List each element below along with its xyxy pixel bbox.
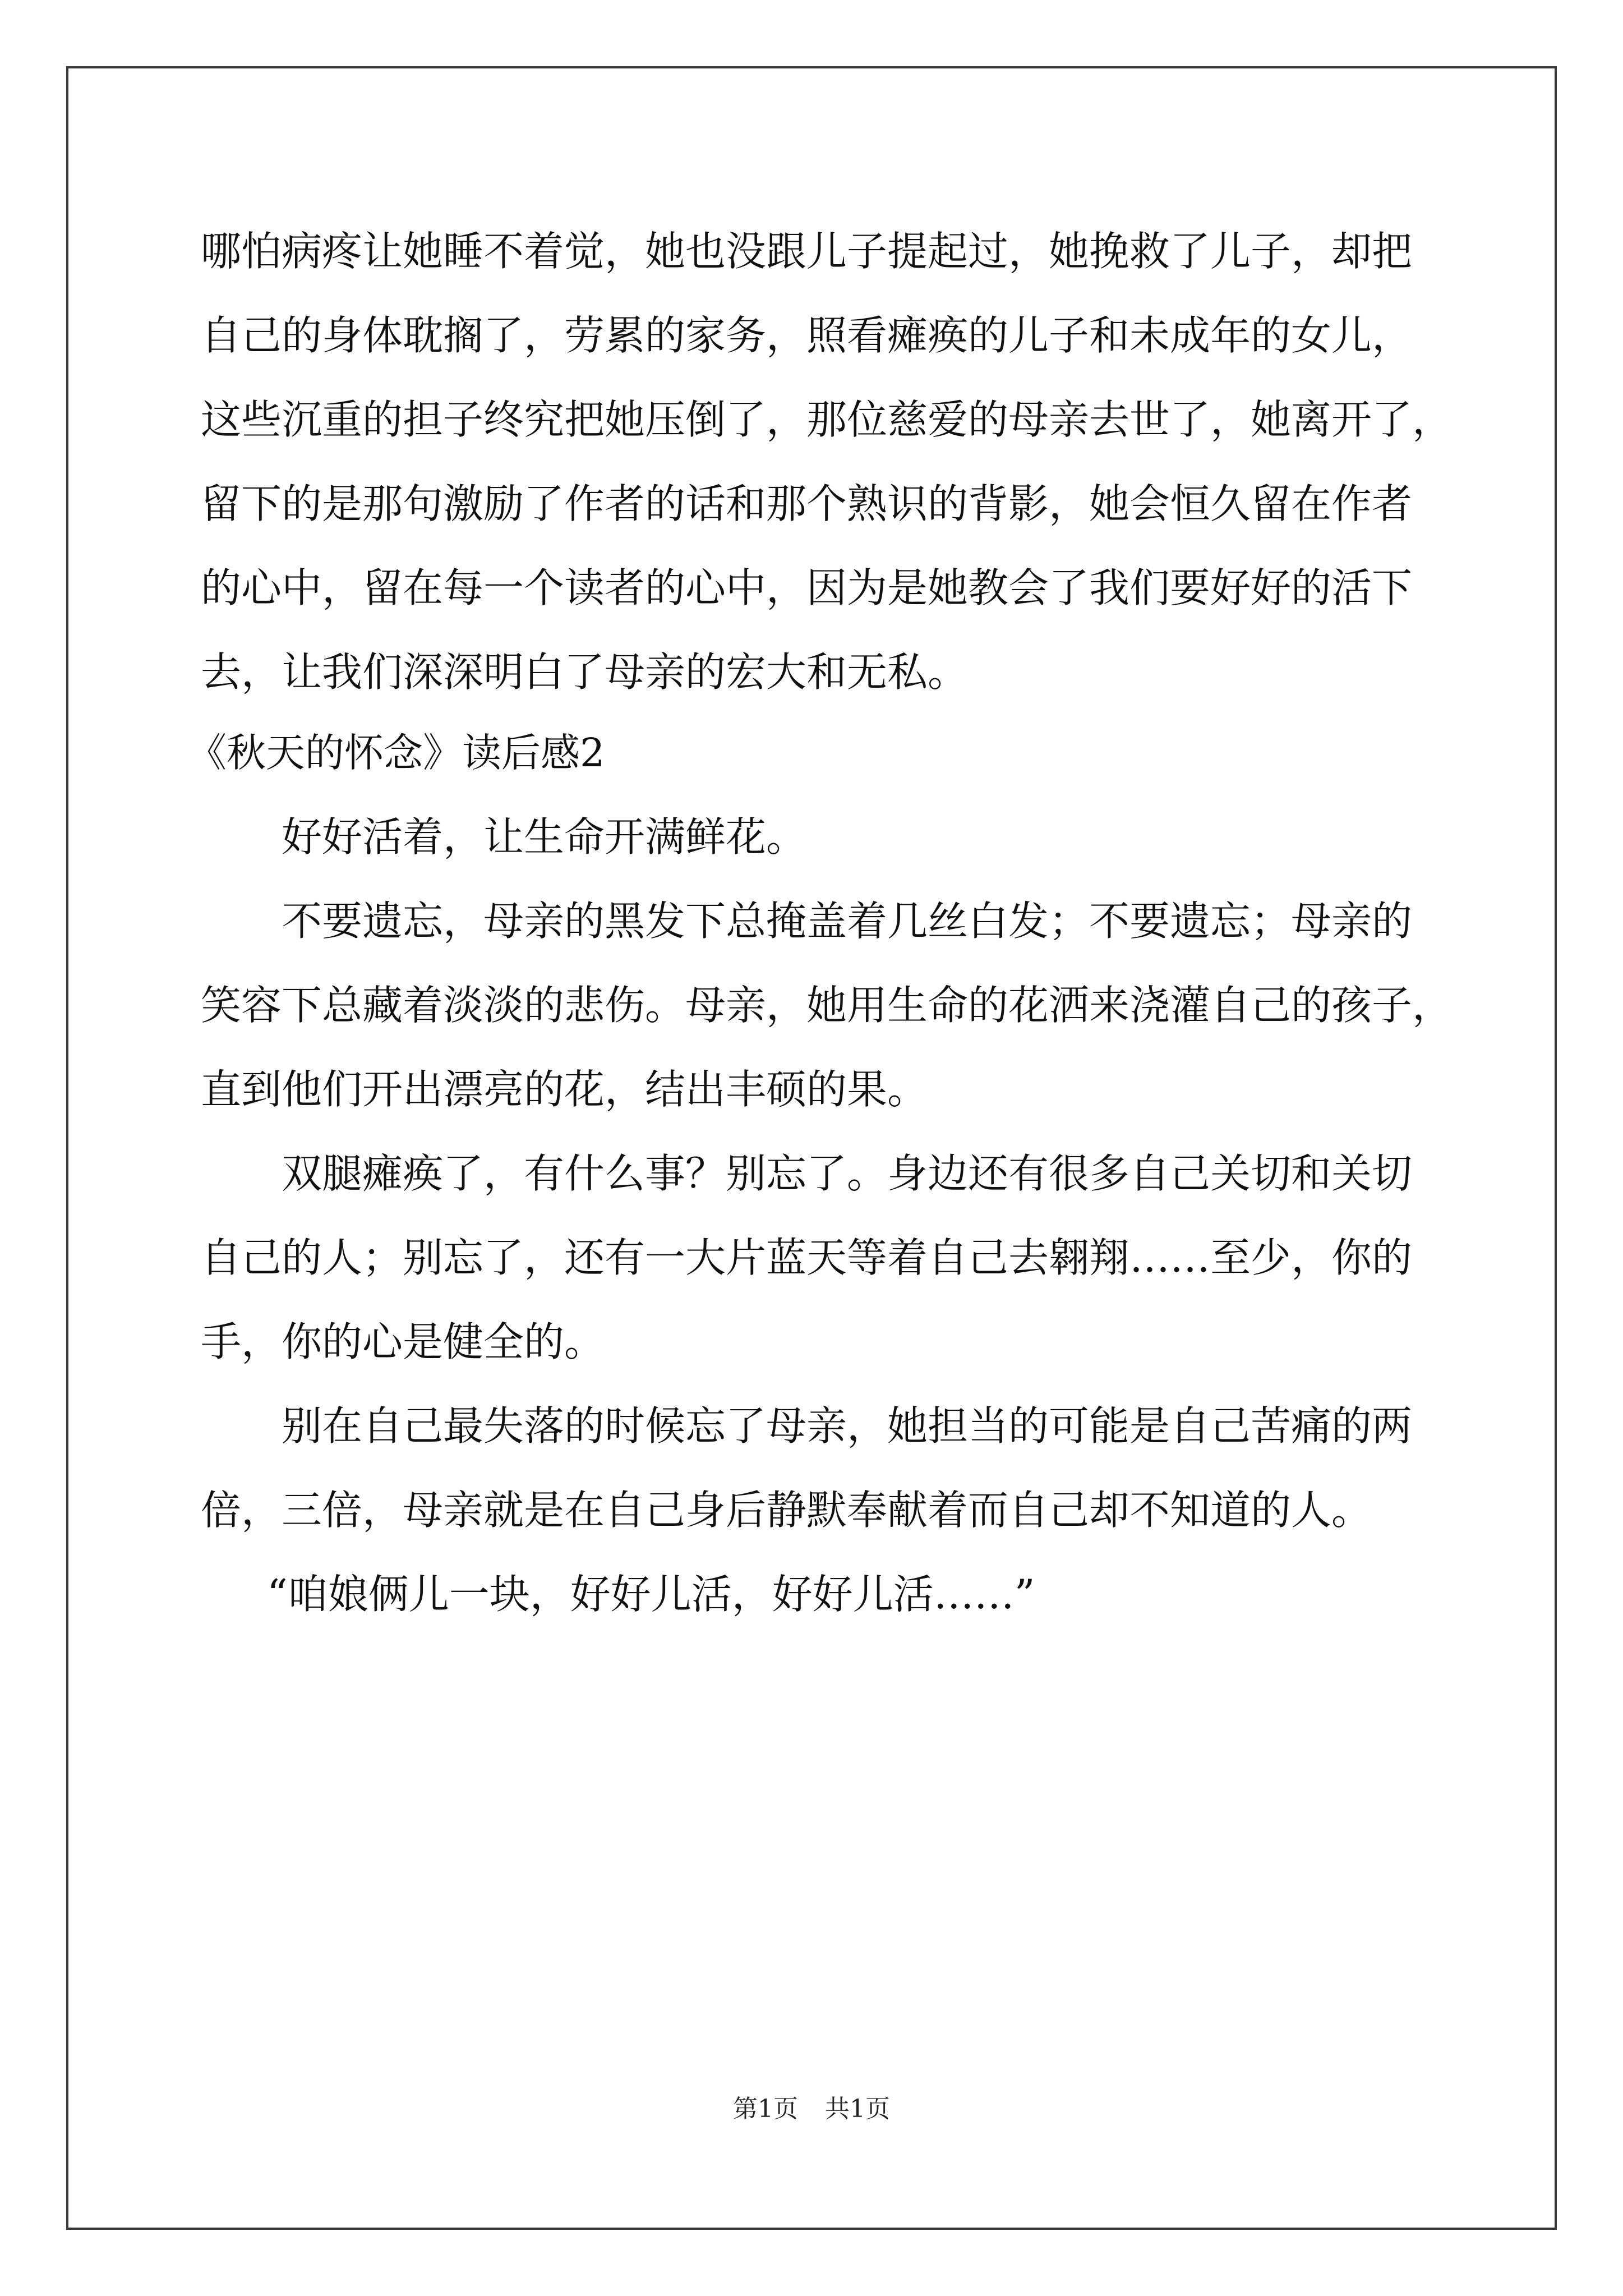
text-line: 笑容下总藏着淡淡的悲伤。母亲，她用生命的花洒来浇灌自己的孩子，	[201, 982, 1453, 1029]
text-line: 不要遗忘，母亲的黑发下总掩盖着几丝白发；不要遗忘；母亲的	[282, 898, 1413, 945]
text-line: 好好活着，让生命开满鲜花。	[282, 813, 807, 861]
text-line: 哪怕病疼让她睡不着觉，她也没跟儿子提起过，她挽救了儿子，却把	[201, 228, 1413, 275]
text-line: 的心中，留在每一个读者的心中，因为是她教会了我们要好好的活下	[201, 564, 1413, 611]
text-line: 直到他们开出漂亮的花，结出丰硕的果。	[201, 1066, 928, 1113]
page-footer	[0, 2097, 1623, 2122]
text-line: 去，让我们深深明白了母亲的宏大和无私。	[201, 648, 969, 696]
document-body	[187, 0, 1453, 2296]
text-line: 别在自己最失落的时候忘了母亲，她担当的可能是自己苦痛的两	[282, 1402, 1413, 1450]
text-line: 自己的人；别忘了，还有一大片蓝天等着自己去翱翔……至少，你的	[201, 1234, 1413, 1281]
text-line: 留下的是那句激励了作者的话和那个熟识的背影，她会恒久留在作者	[201, 480, 1413, 527]
section-heading: 《秋天的怀念》读后感2	[187, 730, 605, 776]
text-line: 手，你的心是健全的。	[201, 1318, 605, 1365]
text-line: 双腿瘫痪了，有什么事？别忘了。身边还有很多自己关切和关切	[282, 1150, 1413, 1197]
quote-line: “咱娘俩儿一块，好好儿活，好好儿活……”	[267, 1571, 1035, 1618]
text-line: 自己的身体耽搁了，劳累的家务，照看瘫痪的儿子和未成年的女儿，	[201, 312, 1413, 359]
text-line: 这些沉重的担子终究把她压倒了，那位慈爱的母亲去世了，她离开了，	[201, 396, 1453, 443]
text-line: 倍，三倍，母亲就是在自己身后静默奉献着而自己却不知道的人。	[201, 1487, 1372, 1534]
page-number: 第1页	[733, 2095, 798, 2123]
page-total: 共1页	[825, 2095, 890, 2123]
